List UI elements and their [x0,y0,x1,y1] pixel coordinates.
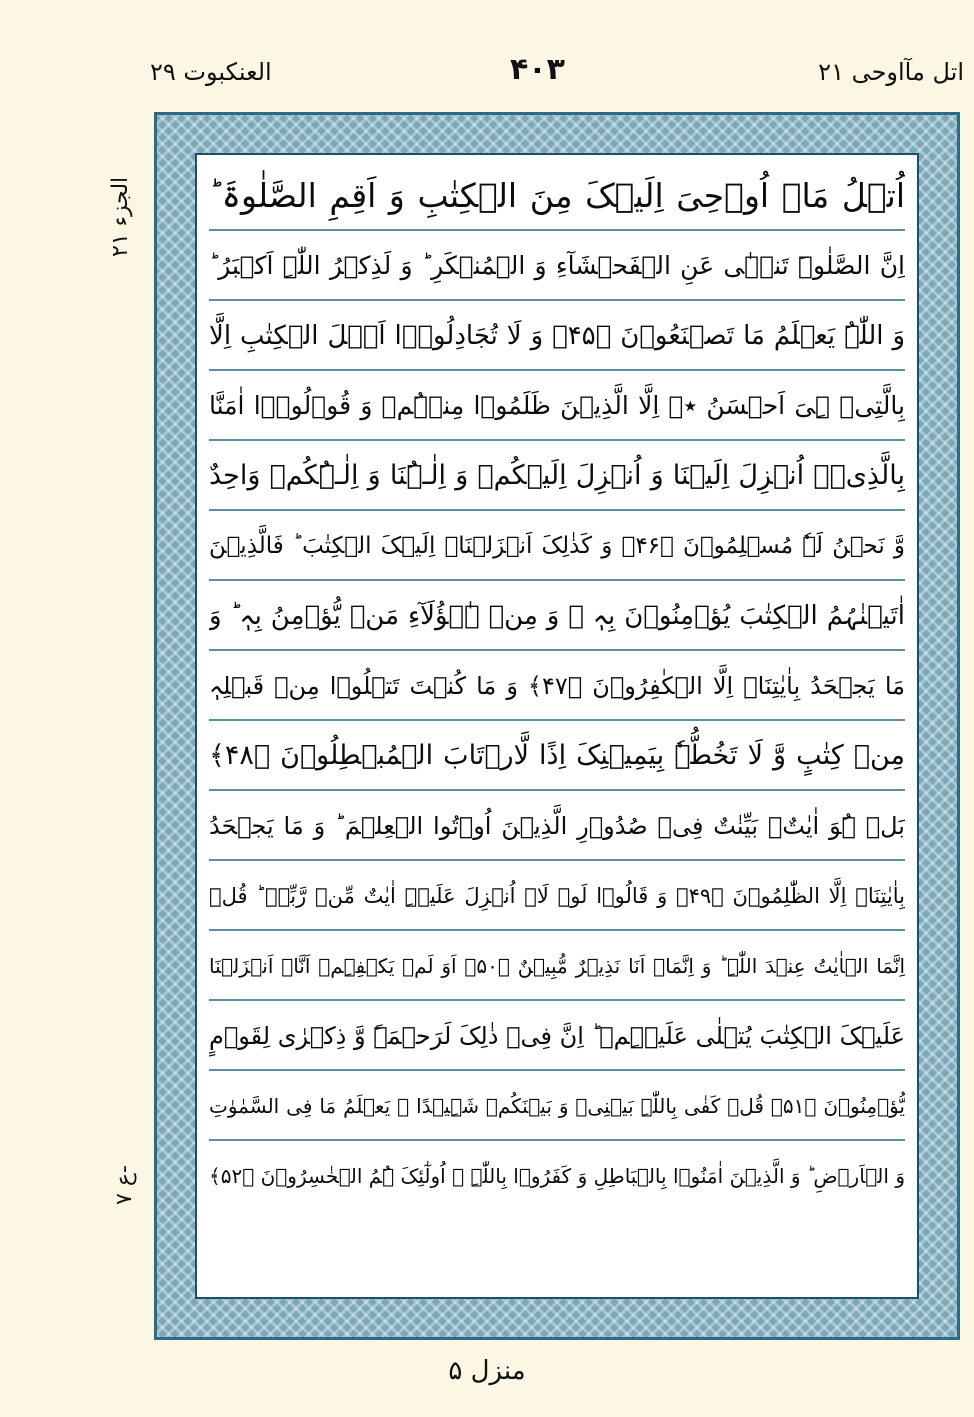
verse-text-area [195,153,919,1299]
surah-name: العنکبوت ٢٩ [150,58,272,86]
page-number: ۴٠٣ [510,52,565,87]
verse-line: مِنۡ کِتٰبٍ وَّ لَا تَخُطُّہٗ بِیَمِیۡنِکَ اِذًا لَّارۡتَابَ الۡمُبۡطِلُوۡنَ ﴿۴۸﴾ [209,721,905,791]
verse-line: اٰتَیۡنٰہُمُ الۡکِتٰبَ یُؤۡمِنُوۡنَ بِہٖ ۚ وَ مِنۡ ہٰۤؤُلَآءِ مَنۡ یُّؤۡمِنُ بِہٖ ؕ وَ [209,581,905,651]
verse-line: بِالَّتِیۡ ہِیَ اَحۡسَنُ ٭ۖ اِلَّا الَّذِیۡنَ ظَلَمُوۡا مِنۡہُمۡ وَ قُوۡلُوۡۤا اٰمَنَّا [209,371,905,441]
verse-line: بِالَّذِیۡۤ اُنۡزِلَ اِلَیۡنَا وَ اُنۡزِلَ اِلَیۡکُمۡ وَ اِلٰـہُنَا وَ اِلٰـہُکُمۡ وَاحِدٌ [209,441,905,511]
verse-line: اِنَّمَا الۡاٰیٰتُ عِنۡدَ اللّٰہِ ؕ وَ اِنَّمَاۤ اَنَا نَذِیۡرٌ مُّبِیۡنٌ ﴿۵۰﴾ اَوَ لَمۡ یَکۡفِہِمۡ اَنَّاۤ اَنۡزَلۡنَا [209,931,905,1001]
verse-line: اُتۡلُ مَاۤ اُوۡحِیَ اِلَیۡکَ مِنَ الۡکِتٰبِ وَ اَقِمِ الصَّلٰوۃَ ؕ [209,161,905,231]
ruku-marker: ع ٧- [112,1165,137,1205]
verse-line: بِاٰیٰتِنَاۤ اِلَّا الظّٰلِمُوۡنَ ﴿۴۹﴾ وَ قَالُوۡا لَوۡ لَاۤ اُنۡزِلَ عَلَیۡہِ اٰیٰتٌ مِّنۡ رَّبِّہٖ ؕ قُلۡ [209,861,905,931]
page-header [0,52,974,100]
verse-line: اِنَّ الصَّلٰوۃَ تَنۡہٰی عَنِ الۡفَحۡشَآءِ وَ الۡمُنۡکَرِ ؕ وَ لَذِکۡرُ اللّٰہِ اَکۡبَرُ ؕ [209,231,905,301]
verse-line: وَ اللّٰہُ یَعۡلَمُ مَا تَصۡنَعُوۡنَ ﴿۴۵﴾ وَ لَا تُجَادِلُوۡۤا اَہۡلَ الۡکِتٰبِ اِلَّا [209,301,905,371]
decorative-border-frame [154,112,960,1340]
para-name: اتل مآاوحی ٢١ [818,58,964,86]
verse-line: عَلَیۡکَ الۡکِتٰبَ یُتۡلٰی عَلَیۡہِمۡ ؕ اِنَّ فِیۡ ذٰلِکَ لَرَحۡمَۃً وَّ ذِکۡرٰی لِقَوۡمٍ [209,1001,905,1071]
verse-line: مَا یَجۡحَدُ بِاٰیٰتِنَاۤ اِلَّا الۡکٰفِرُوۡنَ ﴿۴۷﴾ وَ مَا کُنۡتَ تَتۡلُوۡا مِنۡ قَبۡلِہٖ [209,651,905,721]
manzil-footer: منزل ۵ [448,1356,526,1386]
verse-line: وَّ نَحۡنُ لَہٗ مُسۡلِمُوۡنَ ﴿۴۶﴾ وَ کَذٰلِکَ اَنۡزَلۡنَاۤ اِلَیۡکَ الۡکِتٰبَ ؕ فَالَّذِیۡنَ [209,511,905,581]
verse-line: بَلۡ ہُوَ اٰیٰتٌۢ بَیِّنٰتٌ فِیۡ صُدُوۡرِ الَّذِیۡنَ اُوۡتُوا الۡعِلۡمَ ؕ وَ مَا یَجۡحَدُ [209,791,905,861]
juz-marker: الجزء ٢١ [108,176,133,258]
verse-line: وَ الۡاَرۡضِ ؕ وَ الَّذِیۡنَ اٰمَنُوۡا بِالۡبَاطِلِ وَ کَفَرُوۡا بِاللّٰہِ ۙ اُولٰٓئِکَ ہُمُ الۡخٰسِرُوۡنَ ﴿۵۲﴾ [209,1164,905,1188]
verse-line: یُّؤۡمِنُوۡنَ ﴿۵۱﴾ قُلۡ کَفٰی بِاللّٰہِ بَیۡنِیۡ وَ بَیۡنَکُمۡ شَہِیۡدًا ۚ یَعۡلَمُ مَا فِی السَّمٰوٰتِ [209,1071,905,1141]
